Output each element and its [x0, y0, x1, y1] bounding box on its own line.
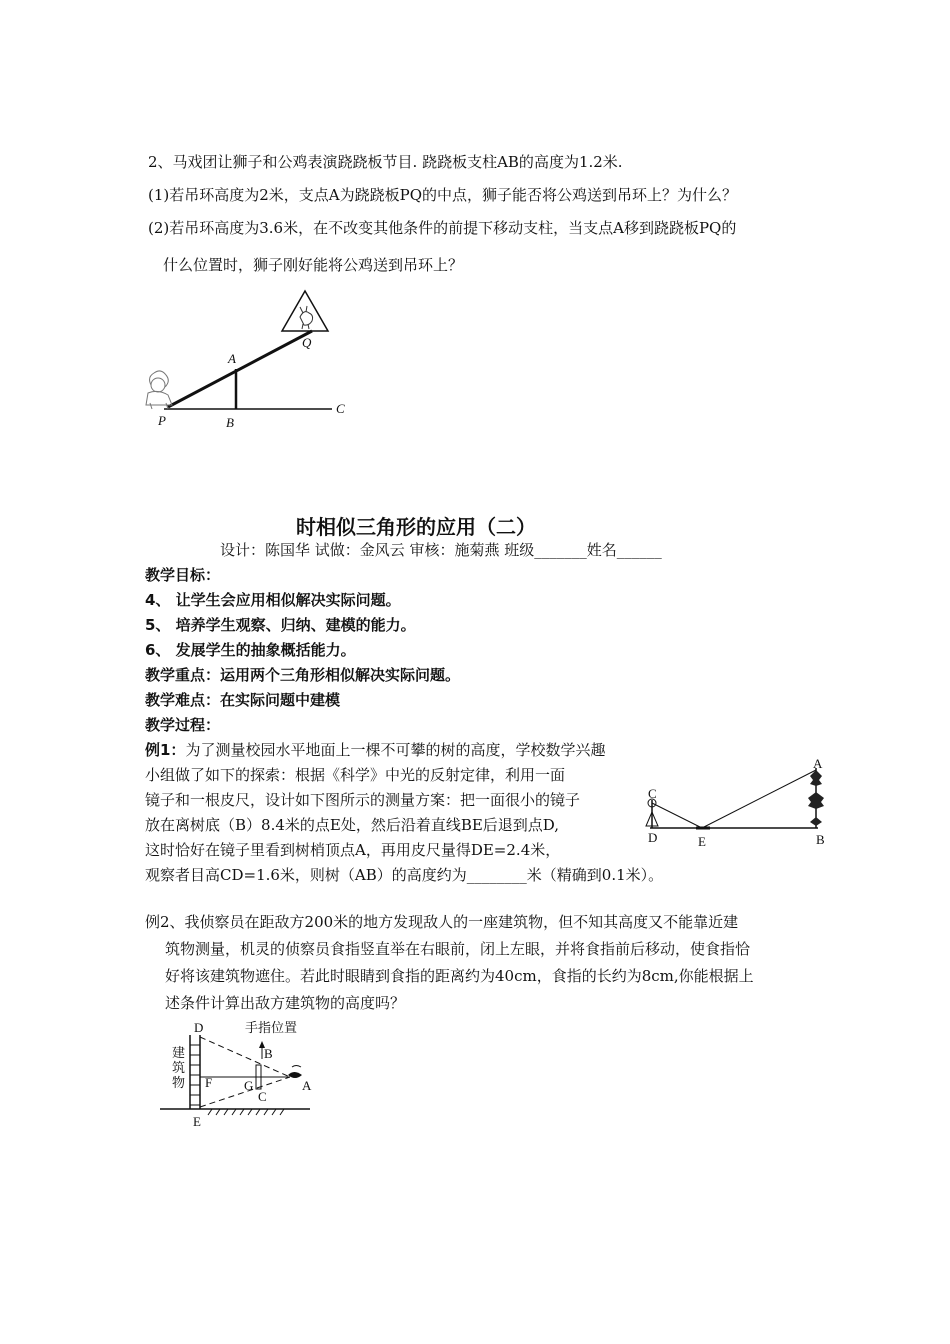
eye-icon	[288, 1066, 302, 1079]
example1-line6: 观察者目高CD=1.6米，则树（AB）的高度约为________米（精确到0.1米）。	[145, 866, 664, 884]
difficulty: 教学难点：在实际问题中建模	[145, 691, 341, 709]
label-P: P	[158, 413, 166, 428]
example1-line2: 小组做了如下的探索：根据《科学》中光的反射定律，利用一面	[145, 766, 566, 784]
label-B: B	[226, 415, 234, 430]
building-floors	[190, 1045, 200, 1105]
label-B: B	[264, 1046, 273, 1061]
seesaw-figure	[140, 285, 370, 435]
finger-figure	[160, 1015, 340, 1130]
label-E: E	[193, 1114, 201, 1129]
objective-item: 6、 发展学生的抽象概括能力。	[145, 641, 356, 659]
lesson-byline: 设计：陈国华 试做：金风云 审核：施菊燕 班级_______姓名______	[220, 541, 662, 559]
label-F: F	[205, 1075, 213, 1090]
label-C: C	[336, 401, 345, 416]
lion-icon	[146, 371, 172, 409]
ray-EA	[702, 770, 816, 828]
label-D: D	[648, 830, 658, 845]
label-G: G	[244, 1078, 254, 1093]
problem2-part2-line1: (2)若吊环高度为3.6米，在不改变其他条件的前提下移动支柱，当支点A移到跷跷板PQ的	[148, 219, 737, 237]
building-label-2: 筑	[172, 1060, 186, 1075]
tree-icon	[808, 770, 824, 826]
problem2-statement: 2、马戏团让狮子和公鸡表演跷跷板节目. 跷跷板支柱AB的高度为1.2米.	[148, 153, 623, 171]
label-A: A	[813, 756, 823, 771]
label-Q: Q	[302, 335, 312, 350]
example1-line5: 这时恰好在镜子里看到树梢顶点A，再用皮尺量得DE=2.4米，	[145, 841, 561, 859]
example1-line3: 镜子和一根皮尺，设计如下图所示的测量方案：把一面很小的镜子	[145, 791, 581, 809]
objective-item: 4、 让学生会应用相似解决实际问题。	[145, 591, 401, 609]
problem2-part2-line2: 什么位置时，狮子刚好能将公鸡送到吊环上？	[163, 256, 464, 274]
label-C: C	[648, 786, 657, 801]
mirror-figure	[640, 756, 840, 855]
ray-CE	[652, 803, 702, 828]
label-C: C	[258, 1089, 267, 1104]
example1-line4: 放在离树底（B）8.4米的点E处，然后沿着直线BE后退到点D,	[145, 816, 560, 834]
objectives-heading: 教学目标：	[145, 566, 221, 584]
objective-item: 5、 培养学生观察、归纳、建模的能力。	[145, 616, 416, 634]
problem2-part1: (1)若吊环高度为2米，支点A为跷跷板PQ的中点，狮子能否将公鸡送到吊环上？为什么？	[148, 186, 738, 204]
label-D: D	[194, 1020, 204, 1035]
example2-line4: 述条件计算出敌方建筑物的高度吗？	[165, 994, 406, 1012]
label-B: B	[816, 832, 825, 847]
process-heading: 教学过程：	[145, 716, 221, 734]
example1-line1: 例1：为了测量校园水平地面上一棵不可攀的树的高度，学校数学兴趣	[145, 741, 606, 759]
building-label-3: 物	[172, 1075, 186, 1090]
example2-line2: 筑物测量，机灵的侦察员食指竖直举在右眼前，闭上左眼，并将食指前后移动，使食指恰	[165, 940, 751, 958]
example2-line3: 好将该建筑物遮住。若此时眼睛到食指的距离约为40cm，食指的长约为8cm,你能根据上	[165, 967, 754, 985]
sight-line-top	[200, 1037, 290, 1077]
example2-line1: 例2、我侦察员在距敌方200米的地方发现敌人的一座建筑物，但不知其高度又不能靠近建	[145, 913, 739, 931]
seesaw-board	[168, 331, 312, 407]
finger-position-label: 手指位置	[245, 1020, 298, 1035]
lesson-title: 时相似三角形的应用（二）	[296, 515, 536, 539]
building-label-1: 建	[172, 1045, 186, 1060]
rooster-icon	[300, 306, 313, 329]
label-A: A	[302, 1078, 312, 1093]
label-A: A	[228, 351, 236, 366]
example1-label: 例1：	[145, 741, 186, 759]
ground-hatch	[208, 1109, 284, 1115]
label-E: E	[698, 834, 706, 849]
key-point: 教学重点：运用两个三角形相似解决实际问题。	[145, 666, 461, 684]
